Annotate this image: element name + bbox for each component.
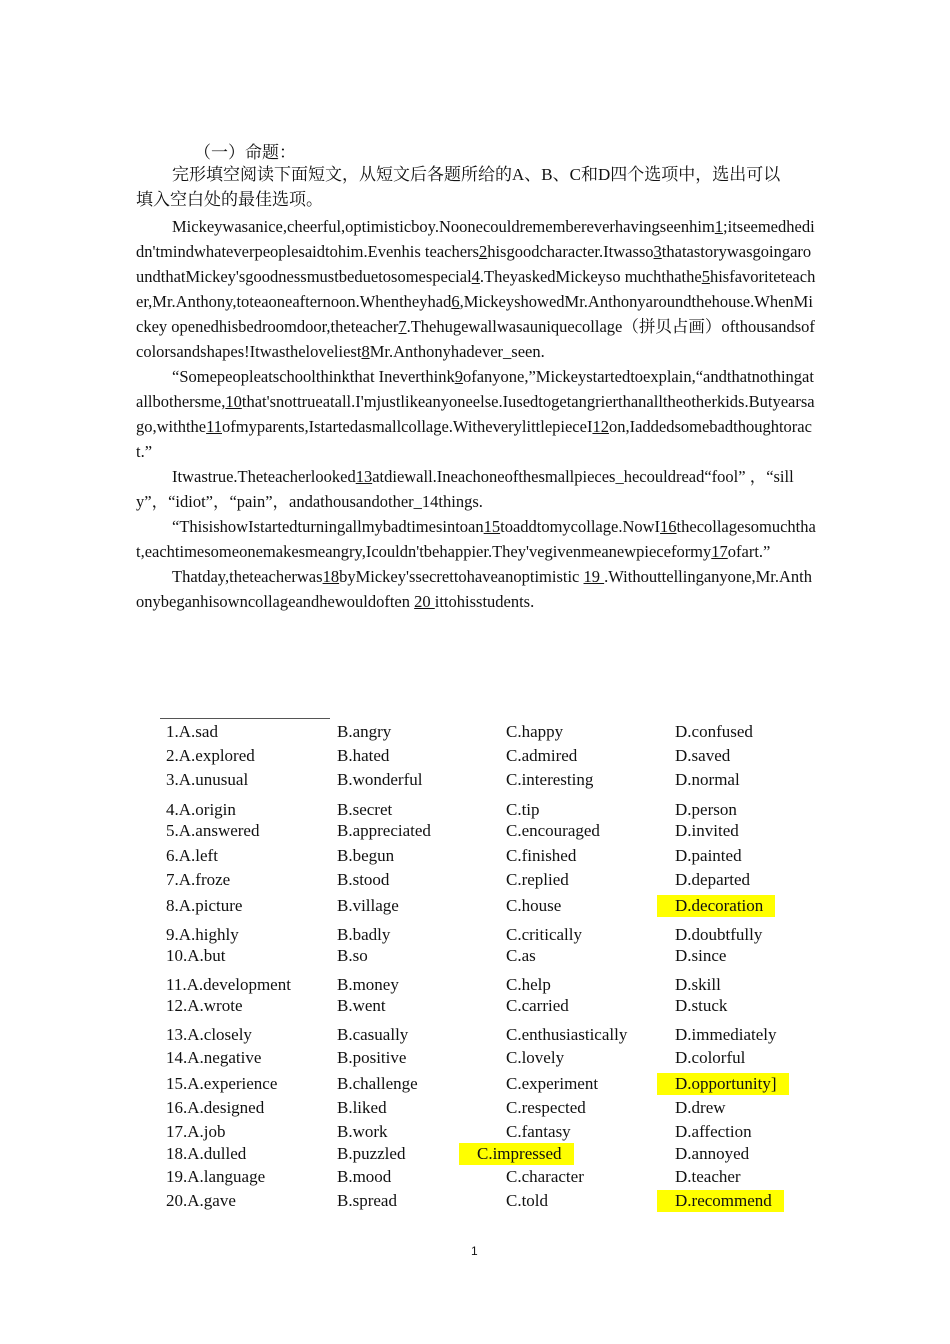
option-highlighted: D.recommend [657, 1190, 784, 1212]
blank-number: 11 [206, 417, 223, 436]
option-choice: B.liked [337, 1098, 387, 1117]
divider-line [160, 718, 330, 719]
option-choice: C.interesting [506, 770, 594, 789]
option-choice: D.confused [675, 722, 753, 741]
option-choice: C.told [506, 1191, 549, 1210]
option-choice: 10.A.but [166, 946, 226, 965]
instructions: 完形填空阅读下面短文，从短文后各题所给的A、B、C和D四个选项中，选出可以填入空白处的最佳选项。 [136, 165, 781, 209]
option-choice: 6.A.left [166, 846, 218, 865]
passage-text: hisfavoriteteacher,Mr.Anthony,toteaoneafternoon.Whentheyhad [136, 267, 816, 311]
option-choice: B.angry [337, 722, 392, 741]
blank-number: 8 [361, 342, 370, 361]
option-choice: 9.A.highly [166, 925, 239, 944]
passage-paragraph [136, 364, 818, 464]
option-choice: D.drew [675, 1098, 726, 1117]
option-choice: D.person [675, 800, 737, 819]
option-choice: C.critically [506, 925, 583, 944]
blank-number: 1 [714, 217, 724, 236]
blank-number: 7 [398, 317, 407, 336]
option-choice: B.so [337, 946, 368, 965]
blank-number: 12 [592, 417, 609, 436]
option-choice: D.colorful [675, 1048, 746, 1067]
passage-text: .Withouttellinganyone,Mr.Anthonybeganhisowncollageandhewouldoften [136, 567, 812, 611]
blank-number: 3 [653, 242, 662, 261]
option-choice: B.hated [337, 746, 390, 765]
passage-paragraph [136, 564, 818, 614]
section-heading: （一）命题： [194, 143, 296, 162]
option-choice: C.fantasy [506, 1122, 571, 1141]
option-choice: B.mood [337, 1167, 392, 1186]
option-choice: C.house [506, 896, 562, 915]
blank-number: 13 [355, 467, 373, 486]
option-choice: D.departed [675, 870, 751, 889]
option-choice: 13.A.closely [166, 1025, 252, 1044]
option-choice: C.help [506, 975, 551, 994]
option-choice: 2.A.explored [166, 746, 255, 765]
option-choice: B.work [337, 1122, 388, 1141]
option-choice: B.begun [337, 846, 395, 865]
passage-paragraph [136, 514, 818, 564]
option-choice: C.as [506, 946, 536, 965]
blank-number: 19 [583, 567, 605, 586]
page-number: 1 [471, 1244, 478, 1258]
option-choice: C.happy [506, 722, 564, 741]
passage-text: .Thehugewallwasauniquecollage（拼贝占画）ofthousandsofcolorsandshapes!Itwastheloveliest [136, 317, 815, 361]
option-choice: B.positive [337, 1048, 407, 1067]
passage-text: Thatday,theteacherwas [172, 567, 323, 586]
option-highlighted: D.opportunity] [657, 1073, 789, 1095]
option-choice: D.skill [675, 975, 721, 994]
option-choice: 11.A.development [166, 975, 291, 994]
option-choice: C.respected [506, 1098, 586, 1117]
option-choice: D.stuck [675, 996, 728, 1015]
option-choice: D.teacher [675, 1167, 741, 1186]
passage-text: Mickeywasanice,cheerful,optimisticboy.Noonecouldremembereverhavingseenhim [172, 217, 715, 236]
passage-text: that'snottrueatall.I'mjustlikeanyoneelse.Iusedtogetangrierthanalltheotherkids.Butyearsago,withthe [136, 392, 815, 436]
option-choice: B.casually [337, 1025, 409, 1044]
blank-number: 17 [711, 542, 728, 561]
passage-text: ;itseemedhedidn'tmindwhateverpeoplesaidtohim.Evenhis teachers [136, 217, 815, 261]
blank-number: 4 [471, 267, 480, 286]
option-choice: C.carried [506, 996, 569, 1015]
option-choice: C.finished [506, 846, 577, 865]
passage-text: “Somepeopleatschoolthinkthat Ineverthink [172, 367, 455, 386]
passage-text: hisgoodcharacter.Itwasso [487, 242, 654, 261]
option-choice: D.affection [675, 1122, 752, 1141]
option-choice: C.tip [506, 800, 540, 819]
passage-text: toaddtomycollage.NowI [500, 517, 661, 536]
option-choice: 18.A.dulled [166, 1144, 247, 1163]
option-choice: B.challenge [337, 1074, 418, 1093]
option-choice: C.encouraged [506, 821, 600, 840]
option-choice: B.wonderful [337, 770, 423, 789]
passage-text: ofmyparents,Istartedasmallcollage.WitheverylittlepieceI [222, 417, 593, 436]
option-highlighted: C.impressed [459, 1143, 574, 1165]
option-choice: C.replied [506, 870, 569, 889]
option-choice: D.saved [675, 746, 731, 765]
option-choice: 15.A.experience [166, 1074, 278, 1093]
option-choice: D.immediately [675, 1025, 777, 1044]
option-choice: C.lovely [506, 1048, 565, 1067]
blank-number: 6 [451, 292, 460, 311]
option-choice: 7.A.froze [166, 870, 231, 889]
option-choice: 1.A.sad [166, 722, 218, 741]
blank-number: 5 [701, 267, 710, 286]
option-choice: 5.A.answered [166, 821, 260, 840]
option-choice: 19.A.language [166, 1167, 266, 1186]
option-choice: B.spread [337, 1191, 397, 1210]
passage-text: .TheyaskedMickeyso muchthathe [479, 267, 702, 286]
passage-text: ofanyone,”Mickeystartedtoexplain,“andthatnothingatallbothersme, [136, 367, 814, 411]
passage-text: Mr.Anthonyhadever_seen. [369, 342, 545, 361]
option-choice: C.admired [506, 746, 578, 765]
blank-number: 9 [454, 367, 463, 386]
passage-paragraph [136, 464, 818, 514]
option-choice: 17.A.job [166, 1122, 226, 1141]
passage-text: thecollagesomuchthat,eachtimesomeonemakesmeangry,Icouldn'tbehappier.They'vegivenmeanewpieceformy [136, 517, 816, 561]
passage-text: byMickey'ssecrettohaveanoptimistic [339, 567, 584, 586]
option-choice: D.invited [675, 821, 739, 840]
option-choice: 3.A.unusual [166, 770, 249, 789]
blank-number: 20 [414, 592, 435, 611]
option-choice: B.puzzled [337, 1144, 406, 1163]
option-choice: B.appreciated [337, 821, 431, 840]
option-choice: C.enthusiastically [506, 1025, 628, 1044]
passage-paragraph [136, 214, 818, 364]
blank-number: 18 [322, 567, 340, 586]
passage-text: ,MickeyshowedMr.Anthonyaroundthehouse.WhenMickey openedhisbedroomdoor,theteacher [136, 292, 813, 336]
option-choice: D.normal [675, 770, 740, 789]
blank-number: 2 [478, 242, 488, 261]
passage-text: atdiewall.Ineachoneofthesmallpieces_hecouldread“fool” ，“silly”，“idiot”，“pain”，andathousandother_14things. [136, 467, 794, 511]
option-highlighted: D.decoration [657, 895, 775, 917]
option-choice: B.stood [337, 870, 390, 889]
option-choice: 20.A.gave [166, 1191, 236, 1210]
blank-number: 16 [660, 517, 677, 536]
passage-text: Itwastrue.Theteacherlooked [172, 467, 356, 486]
option-choice: B.went [337, 996, 386, 1015]
option-choice: D.annoyed [675, 1144, 750, 1163]
option-choice: B.badly [337, 925, 391, 944]
blank-number: 10 [225, 392, 242, 411]
option-choice: D.painted [675, 846, 742, 865]
option-choice: 4.A.origin [166, 800, 236, 819]
option-choice: B.secret [337, 800, 393, 819]
option-choice: B.money [337, 975, 399, 994]
option-choice: 16.A.designed [166, 1098, 265, 1117]
blank-number: 15 [483, 517, 501, 536]
passage-text: ittohisstudents. [434, 592, 535, 611]
passage-text: ofart.” [727, 542, 771, 561]
option-choice: B.village [337, 896, 399, 915]
passage-text: thatastorywasgoingaroundthatMickey'sgoodnessmustbeduetosomespecial [136, 242, 812, 286]
option-choice: 12.A.wrote [166, 996, 243, 1015]
option-choice: D.since [675, 946, 727, 965]
passage-text: on,Iaddedsomebadthoughtoract.” [136, 417, 812, 461]
cloze-passage [136, 214, 818, 614]
option-choice: 14.A.negative [166, 1048, 262, 1067]
option-choice: 8.A.picture [166, 896, 243, 915]
passage-text: “ThisishowIstartedturningallmybadtimesintoan [172, 517, 484, 536]
option-choice: D.doubtfully [675, 925, 763, 944]
option-choice: C.character [506, 1167, 584, 1186]
option-choice: C.experiment [506, 1074, 599, 1093]
